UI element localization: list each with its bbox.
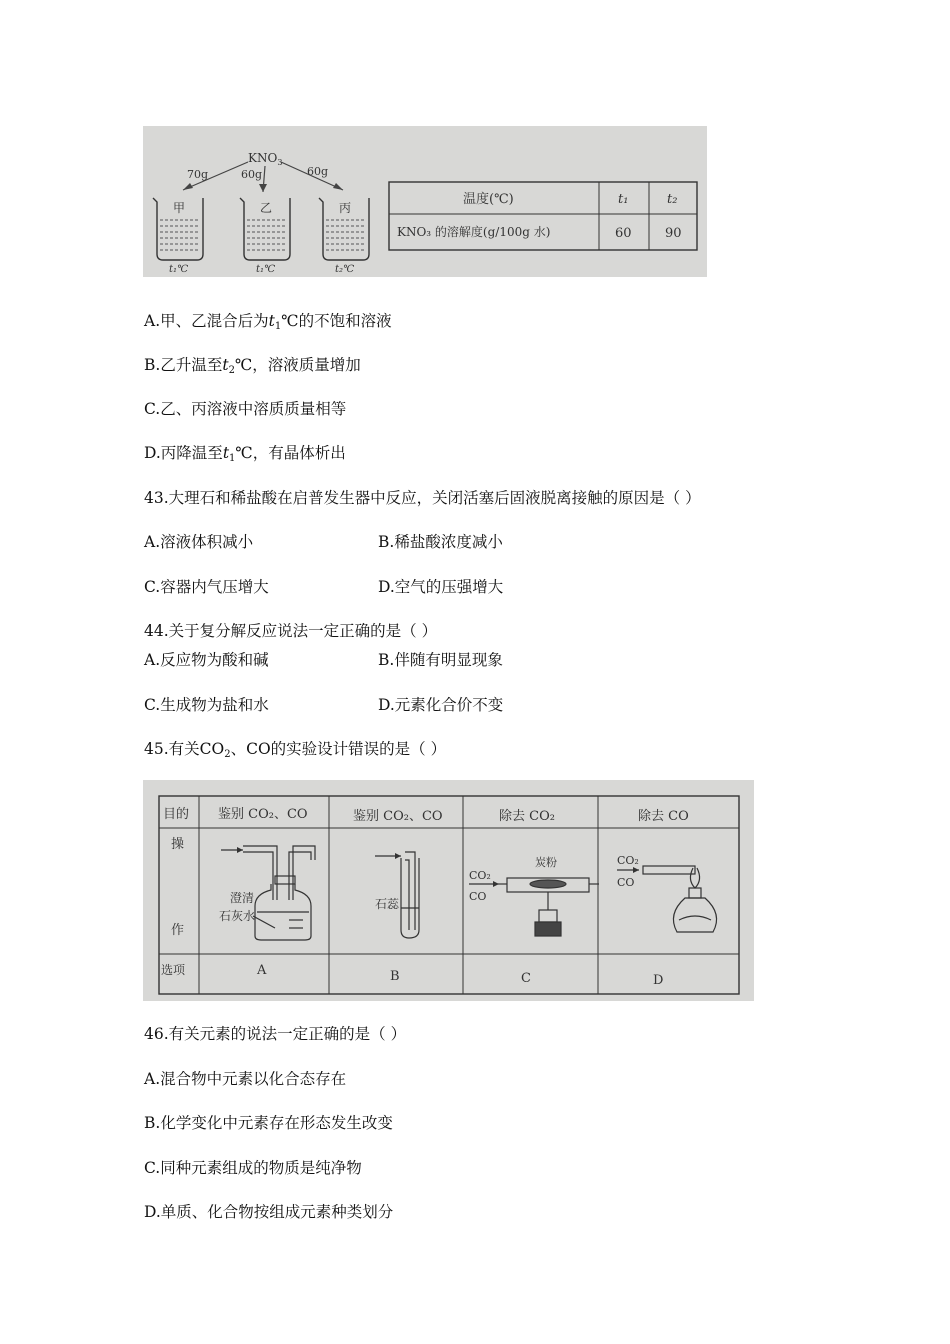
q45-stem: 45.有关$CO_2$、CO的实验设计错误的是（ ）: [144, 740, 447, 760]
solubility-figure: [143, 126, 707, 277]
q46-option-a: A.混合物中元素以化合态存在: [144, 1070, 347, 1088]
q43-option-d: D.空气的压强增大: [378, 578, 504, 596]
q46-option-b: B.化学变化中元素存在形态发生改变: [144, 1114, 393, 1132]
option-d-label: D: [653, 973, 664, 988]
beaker-jia-temp: t₁℃: [169, 264, 189, 275]
beaker-jia-label: 甲: [173, 201, 186, 215]
row-label-purpose: 目的: [163, 807, 190, 822]
label-charcoal: 炭粉: [535, 856, 557, 869]
beaker-yi-temp: t₁℃: [256, 264, 276, 275]
purpose-d: 除去 CO: [638, 809, 689, 824]
label-d-co: CO: [617, 876, 635, 889]
table-val-t2: 90: [665, 226, 682, 241]
table-val-t1: 60: [615, 226, 632, 241]
q43-option-c: C.容器内气压增大: [144, 578, 269, 596]
q43-option-a: A.溶液体积减小: [144, 533, 254, 551]
label-c-co2: CO₂: [469, 869, 491, 882]
experiment-figure-drawing: [143, 780, 754, 1001]
table-t1: t₁: [618, 192, 629, 207]
q44-option-a: A.反应物为酸和碱: [144, 651, 269, 669]
q44-option-b: B.伴随有明显现象: [378, 651, 503, 669]
q42-option-d: D.丙降温至$t_1℃$，有晶体析出: [144, 444, 346, 464]
table-solubility-header: KNO₃ 的溶解度(g/100g 水): [397, 225, 551, 239]
label-limewater-2: 石灰水: [219, 909, 256, 923]
q43-stem: 43.大理石和稀盐酸在启普发生器中反应，关闭活塞后固液脱离接触的原因是（ ）: [144, 489, 701, 507]
beaker-jia: [153, 198, 203, 275]
q42-option-a: A.甲、乙混合后为$t_1℃$的不饱和溶液: [144, 312, 392, 332]
purpose-c: 除去 CO₂: [499, 809, 555, 824]
beaker-yi: [240, 198, 290, 275]
purpose-a: 鉴别 CO₂、CO: [218, 807, 308, 822]
arrow-label-yi: 60g: [241, 168, 263, 181]
test-tube-apparatus: [375, 852, 419, 938]
arrow-label-bing: 60g: [307, 165, 329, 178]
option-a-label: A: [257, 963, 267, 978]
q46-stem: 46.有关元素的说法一定正确的是（ ）: [144, 1025, 407, 1043]
beaker-bing: [319, 198, 369, 275]
q46-option-c: C.同种元素组成的物质是纯净物: [144, 1159, 362, 1177]
table-t2: t₂: [667, 192, 678, 207]
label-c-co: CO: [469, 890, 487, 903]
label-limewater-1: 澄清: [230, 891, 255, 905]
table-temp-header: 温度(℃): [463, 192, 514, 207]
beaker-bing-label: 丙: [339, 201, 352, 215]
beaker-yi-label: 乙: [260, 201, 273, 215]
purpose-b: 鉴别 CO₂、CO: [353, 809, 443, 824]
arrow-label-jia: 70g: [187, 168, 209, 181]
q44-option-d: D.元素化合价不变: [378, 696, 504, 714]
solubility-figure-drawing: [143, 126, 707, 277]
option-b-label: B: [390, 969, 400, 984]
kno3-label: $KNO_3$: [248, 151, 283, 167]
label-d-co2: CO₂: [617, 854, 639, 867]
q44-stem: 44.关于复分解反应说法一定正确的是（ ）: [144, 622, 438, 640]
q43-option-b: B.稀盐酸浓度减小: [378, 533, 503, 551]
q42-option-c: C.乙、丙溶液中溶质质量相等: [144, 400, 347, 418]
row-label-op1: 操: [171, 837, 185, 852]
heated-tube-apparatus: [469, 878, 599, 936]
q46-option-d: D.单质、化合物按组成元素种类划分: [144, 1203, 394, 1221]
solubility-table: [389, 182, 697, 250]
option-c-label: C: [521, 971, 531, 986]
row-label-option: 选项: [161, 963, 186, 977]
label-litmus: 石蕊: [375, 897, 400, 911]
beaker-bing-temp: t₂℃: [335, 264, 355, 275]
experiment-figure: [143, 780, 754, 1001]
q42-option-b: B.乙升温至$t_2℃$，溶液质量增加: [144, 356, 361, 376]
row-label-op2: 作: [171, 923, 185, 938]
q44-option-c: C.生成物为盐和水: [144, 696, 269, 714]
